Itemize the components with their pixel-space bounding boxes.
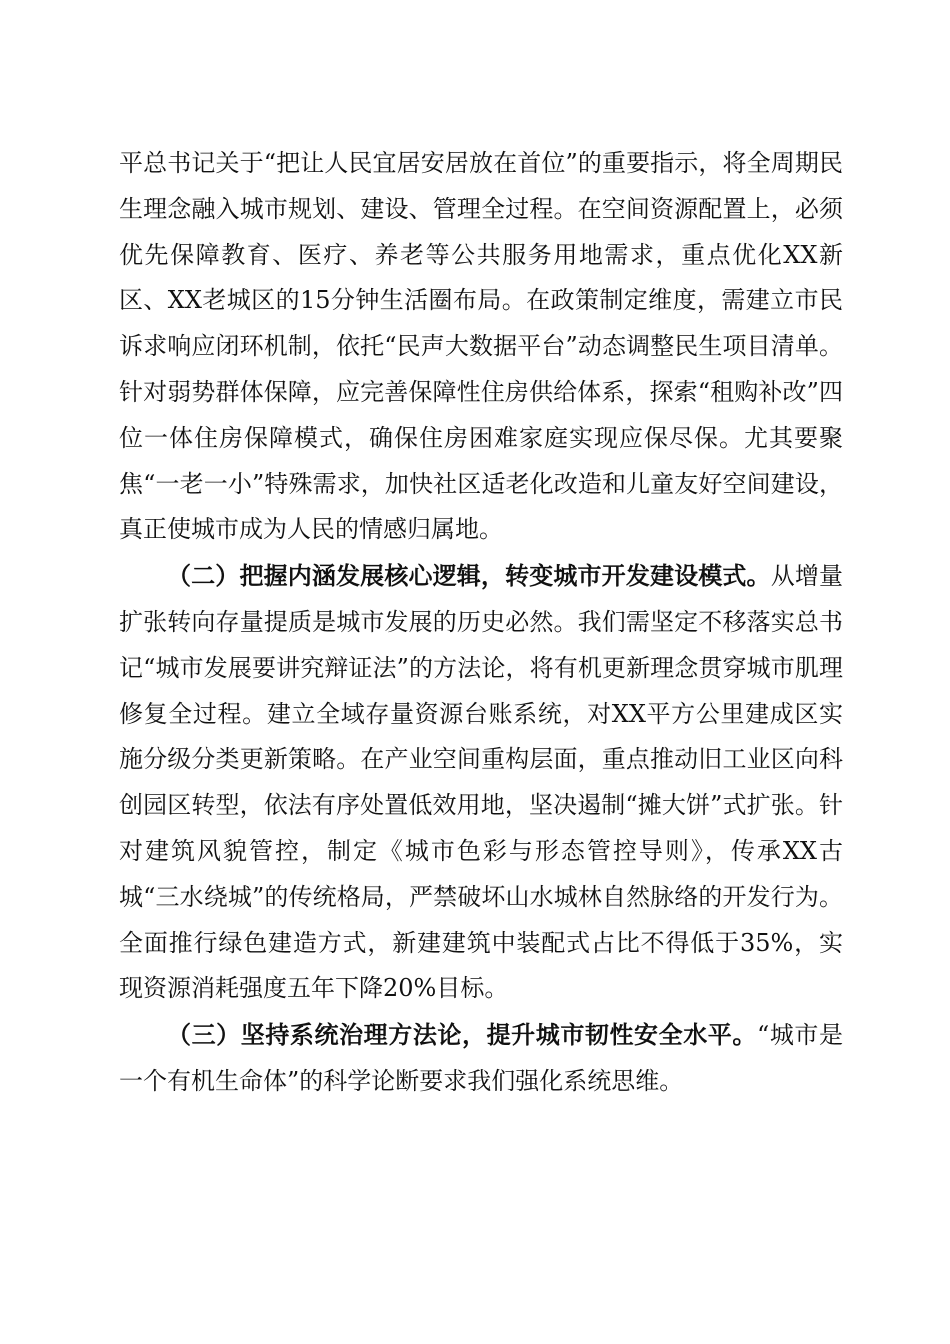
paragraph-3-text: “城市是一个有机生命体”的科学论断要求我们强化系统思维。 <box>119 1021 844 1095</box>
paragraph-2-text: 从增量扩张转向存量提质是城市发展的历史必然。我们需坚定不移落实总书记“城市发展要讲究辩证法”的方法论，将有机更新理念贯穿城市肌理修复全过程。建立全域存量资源台账系统，对XX平方公里建成区实施分级分类更新策略。在产业空间重构层面，重点推动旧工业区向科创园区转型，依法有序处置低效用地，坚决遏制“摊大饼”式扩张。针对建筑风貌管控，制定《城市色彩与形态管控导则》，传承XX古城“三水绕城”的传统格局，严禁破坏山水城林自然脉络的开发行为。全面推行绿色建造方式，新建建筑中装配式占比不得低于35%，实现资源消耗强度五年下降20%目标。 <box>119 562 843 1003</box>
paragraph-3 <box>119 1012 843 1105</box>
paragraph-2 <box>119 553 843 1012</box>
section-2-heading: （二）把握内涵发展核心逻辑，转变城市开发建设模式。 <box>167 561 771 591</box>
section-3-heading: （三）坚持系统治理方法论，提升城市韧性安全水平。 <box>167 1020 757 1050</box>
paragraph-1 <box>119 140 843 553</box>
document-body <box>119 140 843 1105</box>
paragraph-1-text: 平总书记关于“把让人民宜居安居放在首位”的重要指示，将全周期民生理念融入城市规划、建设、管理全过程。在空间资源配置上，必须优先保障教育、医疗、养老等公共服务用地需求，重点优化XX新区、XX老城区的15分钟生活圈布局。在政策制定维度，需建立市民诉求响应闭环机制，依托“民声大数据平台”动态调整民生项目清单。针对弱势群体保障，应完善保障性住房供给体系，探索“租购补改”四位一体住房保障模式，确保住房困难家庭实现应保尽保。尤其要聚焦“一老一小”特殊需求，加快社区适老化改造和儿童友好空间建设，真正使城市成为人民的情感归属地。 <box>119 149 843 544</box>
